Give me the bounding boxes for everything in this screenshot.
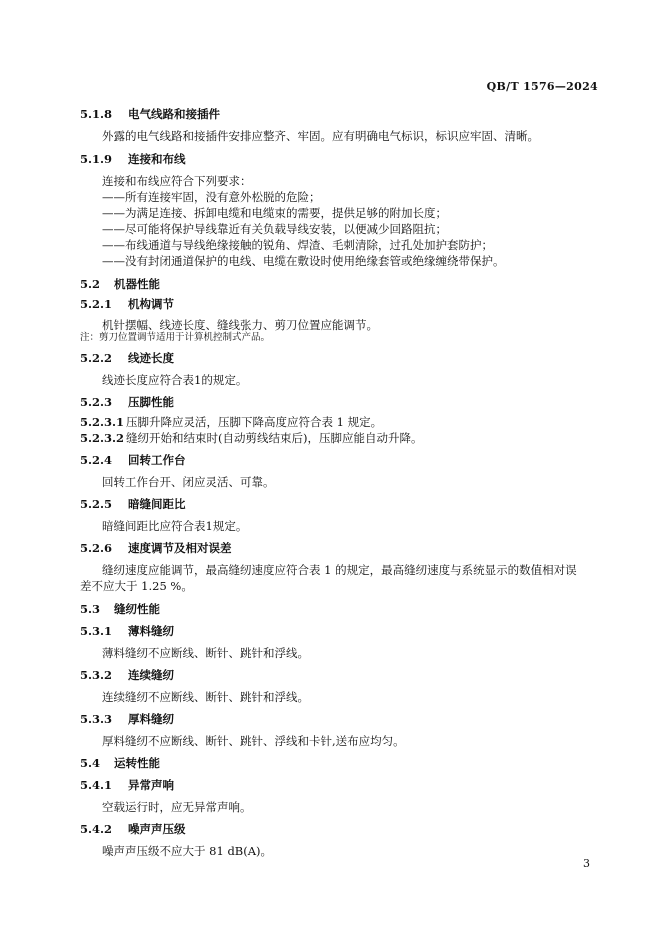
section-number: 5.3.3: [80, 712, 113, 726]
section-heading-5-2-4: [80, 452, 186, 468]
paragraph: 连续缝纫不应断线、断针、跳针和浮线。: [102, 690, 309, 704]
section-heading-5-1-8: [80, 106, 220, 122]
page-number: 3: [583, 857, 590, 870]
section-heading-5-3-1: [80, 623, 174, 639]
paragraph: 外露的电气线路和接插件安排应整齐、牢固。应有明确电气标识，标识应牢固、清晰。: [102, 129, 539, 143]
section-heading-5-3-2: [80, 667, 174, 683]
section-title: 速度调节及相对误差: [128, 541, 232, 555]
section-title: 回转工作台: [128, 453, 186, 467]
clause-5-2-3-1: [80, 414, 382, 430]
section-number: 5.4.1: [80, 778, 113, 792]
section-number: 5.3: [80, 602, 101, 616]
section-number: 5.3.2: [80, 668, 113, 682]
section-title: 缝纫性能: [114, 602, 160, 616]
section-title: 暗缝间距比: [128, 497, 186, 511]
section-number: 5.2: [80, 277, 101, 291]
list-item: ——布线通道与导线绝缘接触的锐角、焊渣、毛刺清除，过孔处加护套防护；: [102, 238, 493, 252]
section-title: 机器性能: [114, 277, 160, 291]
section-heading-5-2-5: [80, 496, 186, 512]
section-title: 电气线路和接插件: [128, 107, 220, 121]
section-heading-5-2-6: [80, 540, 232, 556]
section-title: 异常声响: [128, 778, 174, 792]
section-title: 连续缝纫: [128, 668, 174, 682]
paragraph: 噪声声压级不应大于 81 dB(A)。: [102, 844, 273, 858]
section-number: 5.1.9: [80, 152, 113, 166]
section-heading-5-4-2: [80, 821, 186, 837]
note: 注：剪刀位置调节适用于计算机控制式产品。: [80, 332, 271, 343]
section-heading-5-3: [80, 601, 160, 617]
section-number: 5.2.1: [80, 297, 113, 311]
section-title: 噪声声压级: [128, 822, 186, 836]
section-number: 5.2.5: [80, 497, 113, 511]
section-title: 机构调节: [128, 297, 174, 311]
section-title: 运转性能: [114, 756, 160, 770]
list-item: ——为满足连接、拆卸电缆和电缆束的需要，提供足够的附加长度；: [102, 206, 447, 220]
section-title: 厚料缝纫: [128, 712, 174, 726]
paragraph-line: 缝纫速度应能调节，最高缝纫速度应符合表 1 的规定，最高缝纫速度与系统显示的数值相对误: [102, 563, 577, 577]
section-heading-5-2-2: [80, 350, 174, 366]
section-number: 5.2.3: [80, 395, 113, 409]
paragraph: 连接和布线应符合下列要求：: [102, 174, 252, 188]
clause-number: 5.2.3.1: [80, 415, 125, 429]
section-number: 5.1.8: [80, 107, 113, 121]
list-item: ——没有封闭通道保护的电线、电缆在敷设时使用绝缘套管或绝缘缠绕带保护。: [102, 254, 505, 268]
section-number: 5.2.2: [80, 351, 113, 365]
section-title: 压脚性能: [128, 395, 174, 409]
section-title: 薄料缝纫: [128, 624, 174, 638]
clause-5-2-3-2: [80, 430, 422, 446]
paragraph: 回转工作台开、闭应灵活、可靠。: [102, 475, 275, 489]
list-item: ——尽可能将保护导线靠近有关负载导线安装，以便减少回路阻抗；: [102, 222, 447, 236]
section-number: 5.4.2: [80, 822, 113, 836]
list-item: ——所有连接牢固，没有意外松脱的危险；: [102, 190, 321, 204]
paragraph: 厚料缝纫不应断线、断针、跳针、浮线和卡针,送布应均匀。: [102, 734, 405, 748]
section-heading-5-4-1: [80, 777, 174, 793]
section-heading-5-2: [80, 276, 160, 292]
section-heading-5-2-1: [80, 296, 174, 312]
section-title: 线迹长度: [128, 351, 174, 365]
paragraph: 暗缝间距比应符合表1规定。: [102, 519, 248, 533]
section-number: 5.2.6: [80, 541, 113, 555]
clause-text: 缝纫开始和结束时(自动剪线结束后)，压脚应能自动升降。: [126, 431, 423, 445]
paragraph-line: 差不应大于 1.25 %。: [80, 579, 193, 593]
section-number: 5.4: [80, 756, 101, 770]
clause-number: 5.2.3.2: [80, 431, 125, 445]
paragraph: 线迹长度应符合表1的规定。: [102, 373, 248, 387]
paragraph: 薄料缝纫不应断线、断针、跳针和浮线。: [102, 646, 309, 660]
clause-text: 压脚升降应灵活，压脚下降高度应符合表 1 规定。: [126, 415, 383, 429]
paragraph: 空载运行时，应无异常声响。: [102, 800, 252, 814]
section-heading-5-3-3: [80, 711, 174, 727]
paragraph: 机针摆幅、线迹长度、缝线张力、剪刀位置应能调节。: [102, 318, 378, 332]
section-number: 5.2.4: [80, 453, 113, 467]
document-code: QB/T 1576—2024: [486, 80, 598, 93]
section-number: 5.3.1: [80, 624, 113, 638]
section-heading-5-4: [80, 755, 160, 771]
section-title: 连接和布线: [128, 152, 186, 166]
section-heading-5-2-3: [80, 394, 174, 410]
section-heading-5-1-9: [80, 151, 186, 167]
